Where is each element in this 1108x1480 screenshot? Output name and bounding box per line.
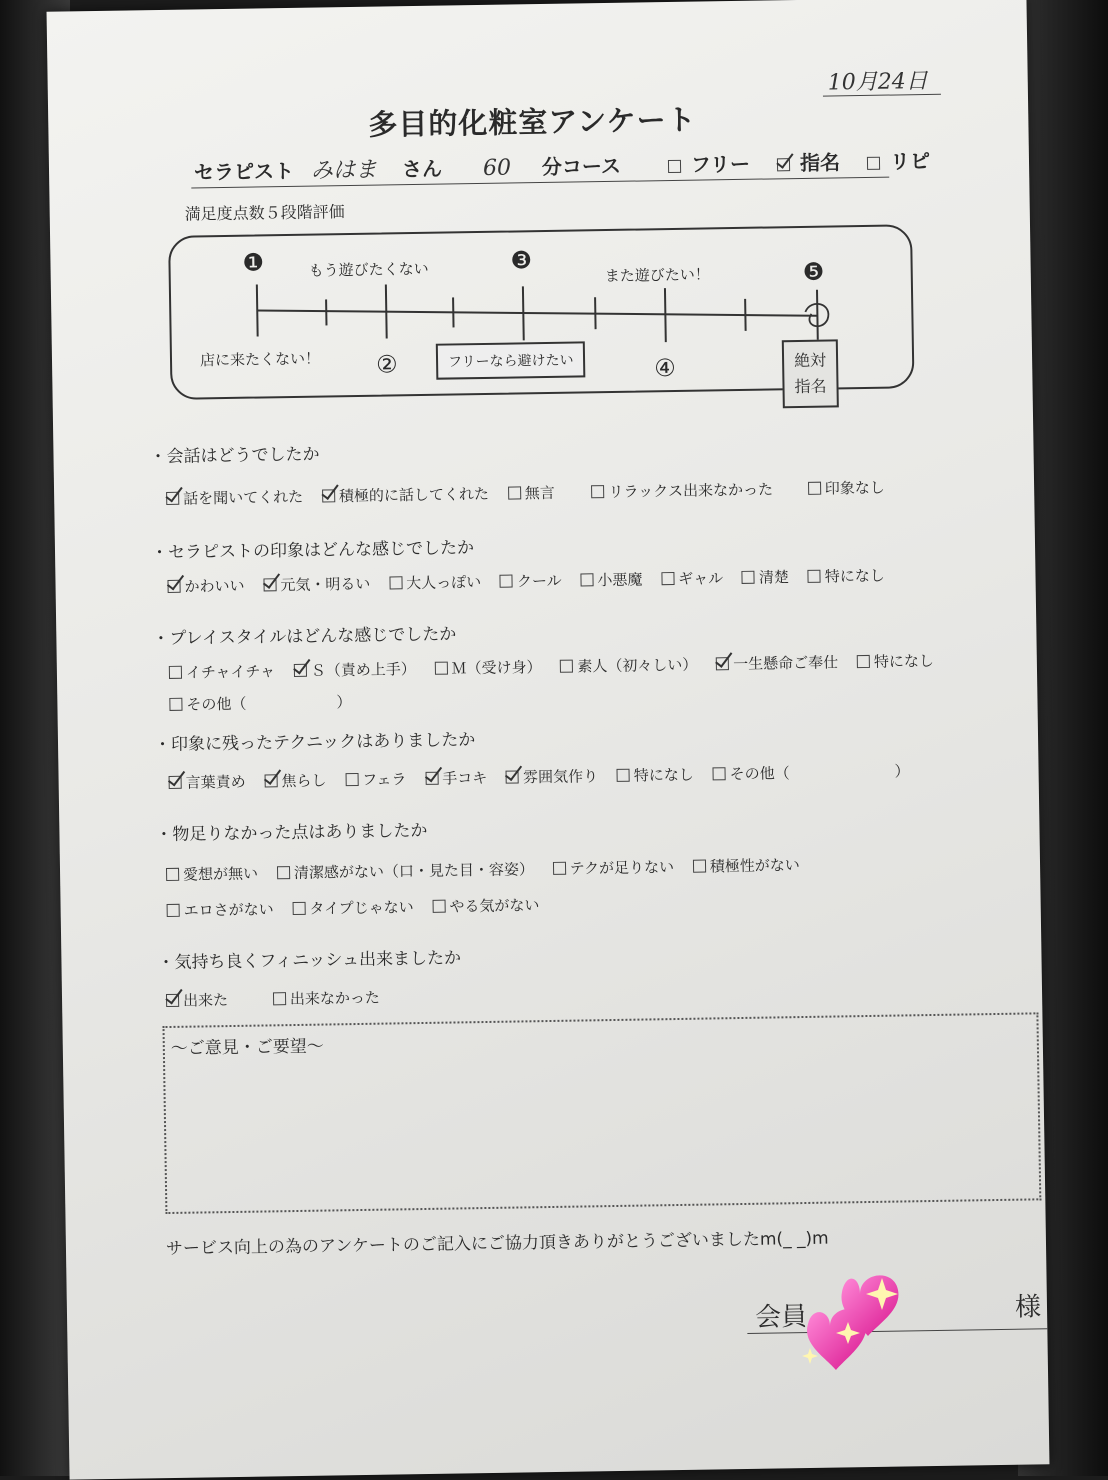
checkbox-checked[interactable] xyxy=(167,580,180,593)
option[interactable]: やる気がない xyxy=(432,896,539,916)
page-title: 多目的化粧室アンケート xyxy=(368,98,697,144)
option[interactable]: 言葉責め xyxy=(169,773,246,792)
therapist-header xyxy=(194,144,950,187)
option[interactable]: 積極的に話してくれた xyxy=(322,485,489,506)
type-ripi[interactable]: リピ xyxy=(867,149,940,174)
checkbox[interactable] xyxy=(668,160,681,173)
option[interactable]: 出来た xyxy=(166,991,228,1010)
option[interactable]: 清楚 xyxy=(742,568,789,587)
point-1: ❶ xyxy=(242,248,264,276)
san-label: さん xyxy=(402,157,442,182)
option[interactable]: 愛想が無い xyxy=(166,865,258,884)
option[interactable]: 手コキ xyxy=(425,769,487,788)
option[interactable]: Ｍ（受け身） xyxy=(434,658,541,678)
question-lacking: ・物足りなかった点はありましたか xyxy=(155,816,427,845)
checkbox-checked[interactable] xyxy=(166,994,179,1007)
option[interactable]: 積極性がない xyxy=(693,856,800,876)
checkbox-checked[interactable] xyxy=(425,772,438,785)
label-absolute-shimei: 絶対 指名 xyxy=(782,339,839,408)
question-conversation: ・会話はどうでしたか xyxy=(149,440,319,468)
question-impression: ・セラピストの印象はどんな感じでしたか xyxy=(151,533,474,563)
option[interactable]: 特になし xyxy=(808,567,885,586)
option[interactable]: エロさがない xyxy=(167,900,274,920)
option[interactable]: 元気・明るい xyxy=(263,575,370,595)
checkbox[interactable] xyxy=(617,769,630,782)
checkbox[interactable] xyxy=(591,485,604,498)
options-impression xyxy=(167,564,899,596)
options-lacking-row2 xyxy=(166,894,553,921)
rating-scale xyxy=(168,224,914,400)
label-again: また遊びたい！ xyxy=(605,263,710,286)
question-finish: ・気持ち良くフィニッシュ出来ましたか xyxy=(157,943,461,973)
footer-thanks: サービス向上の為のアンケートのご記入にご協力頂きありがとうございましたm(_ _)m xyxy=(166,1224,829,1259)
checkbox[interactable] xyxy=(292,902,305,915)
options-playstyle xyxy=(169,650,948,683)
option[interactable]: リラックス出来なかった xyxy=(591,480,773,501)
option[interactable]: 特になし xyxy=(617,766,694,785)
option[interactable]: 印象なし xyxy=(808,479,885,498)
checkbox[interactable] xyxy=(713,767,726,780)
option[interactable]: 特になし xyxy=(857,652,934,671)
options-conversation xyxy=(166,476,899,509)
checkbox-checked[interactable] xyxy=(322,489,335,502)
label-no-more: もう遊びたくない xyxy=(308,258,428,281)
option[interactable]: 大人っぽい xyxy=(389,573,481,592)
checkbox[interactable] xyxy=(389,576,402,589)
checkbox-checked[interactable] xyxy=(264,774,277,787)
checkbox[interactable] xyxy=(560,660,573,673)
checkbox[interactable] xyxy=(693,860,706,873)
checkbox[interactable] xyxy=(580,573,593,586)
therapist-name: みはま xyxy=(311,158,377,184)
option[interactable]: Ｓ（責め上手） xyxy=(294,660,416,680)
point-5: ❺ xyxy=(802,258,824,286)
checkbox[interactable] xyxy=(434,662,447,675)
option[interactable]: テクが足りない xyxy=(553,858,675,878)
point-3: ❸ xyxy=(510,246,532,274)
checkbox-checked[interactable] xyxy=(506,770,519,783)
checkbox[interactable] xyxy=(857,655,870,668)
checkbox[interactable] xyxy=(169,666,182,679)
checkbox[interactable] xyxy=(867,157,880,170)
member-label: 会員 xyxy=(755,1296,808,1334)
survey-sheet xyxy=(47,0,1050,1480)
checkbox-checked[interactable] xyxy=(263,578,276,591)
option[interactable]: 出来なかった xyxy=(273,989,380,1009)
checkbox[interactable] xyxy=(167,904,180,917)
checkbox[interactable] xyxy=(277,866,290,879)
option-other-playstyle[interactable]: その他（ ） xyxy=(169,691,351,715)
date: 10月24日 xyxy=(827,64,927,97)
type-free[interactable]: フリー xyxy=(668,152,761,177)
checkbox[interactable] xyxy=(808,570,821,583)
option[interactable]: 無言 xyxy=(508,484,555,503)
checkbox-checked[interactable] xyxy=(777,158,790,171)
option[interactable]: クール xyxy=(500,572,562,591)
checkbox[interactable] xyxy=(166,868,179,881)
checkbox[interactable] xyxy=(508,486,521,499)
sparkling-heart-sticker xyxy=(790,1268,910,1378)
label-no-store: 店に来たくない！ xyxy=(200,348,320,371)
point-2: ② xyxy=(376,350,398,378)
checkbox[interactable] xyxy=(500,575,513,588)
checkbox[interactable] xyxy=(345,773,358,786)
type-shimei[interactable]: 指名 xyxy=(777,150,850,175)
checkbox-checked[interactable] xyxy=(166,492,179,505)
option[interactable]: 一生懸命ご奉仕 xyxy=(716,653,838,673)
therapist-label: セラピスト xyxy=(194,159,294,185)
rating-title: 満足度点数５段階評価 xyxy=(185,199,345,225)
opinion-title: ～ご意見・ご要望～ xyxy=(171,1032,324,1059)
checkbox[interactable] xyxy=(273,992,286,1005)
member-suffix: 様 xyxy=(1015,1286,1042,1323)
checkbox-checked[interactable] xyxy=(294,664,307,677)
checkbox[interactable] xyxy=(661,572,674,585)
options-finish xyxy=(166,986,394,1011)
course-value: 60 xyxy=(483,156,511,181)
course-label: 分コース xyxy=(542,154,621,179)
checkbox[interactable] xyxy=(169,698,182,711)
option[interactable]: 話を聞いてくれた xyxy=(166,488,303,508)
option[interactable]: フェラ xyxy=(345,770,407,789)
question-playstyle: ・プレイスタイルはどんな感じでしたか xyxy=(152,619,456,649)
option[interactable]: 雰囲気作り xyxy=(506,767,598,786)
option[interactable]: ギャル xyxy=(661,569,723,588)
option[interactable]: 清潔感がない（口・見た目・容姿） xyxy=(277,860,534,882)
option[interactable]: その他（ ） xyxy=(712,762,909,783)
point-4: ④ xyxy=(654,354,676,382)
options-technique xyxy=(168,760,923,793)
option[interactable]: タイプじゃない xyxy=(292,898,414,918)
label-avoid-free: フリーなら避けたい xyxy=(436,341,586,379)
option[interactable]: イチャイチャ xyxy=(169,662,275,682)
option[interactable]: 素人（初々しい） xyxy=(560,656,697,676)
checkbox[interactable] xyxy=(808,482,821,495)
option[interactable]: かわいい xyxy=(167,577,244,596)
checkbox[interactable] xyxy=(553,862,566,875)
question-technique: ・印象に残ったテクニックはありましたか xyxy=(154,725,476,755)
option[interactable]: 焦らし xyxy=(264,771,326,790)
options-lacking-row1 xyxy=(166,854,814,885)
checkbox[interactable] xyxy=(432,900,445,913)
checkbox-checked[interactable] xyxy=(169,776,182,789)
option[interactable]: 小悪魔 xyxy=(580,570,642,589)
checkbox[interactable] xyxy=(742,571,755,584)
checkbox-checked[interactable] xyxy=(716,657,729,670)
